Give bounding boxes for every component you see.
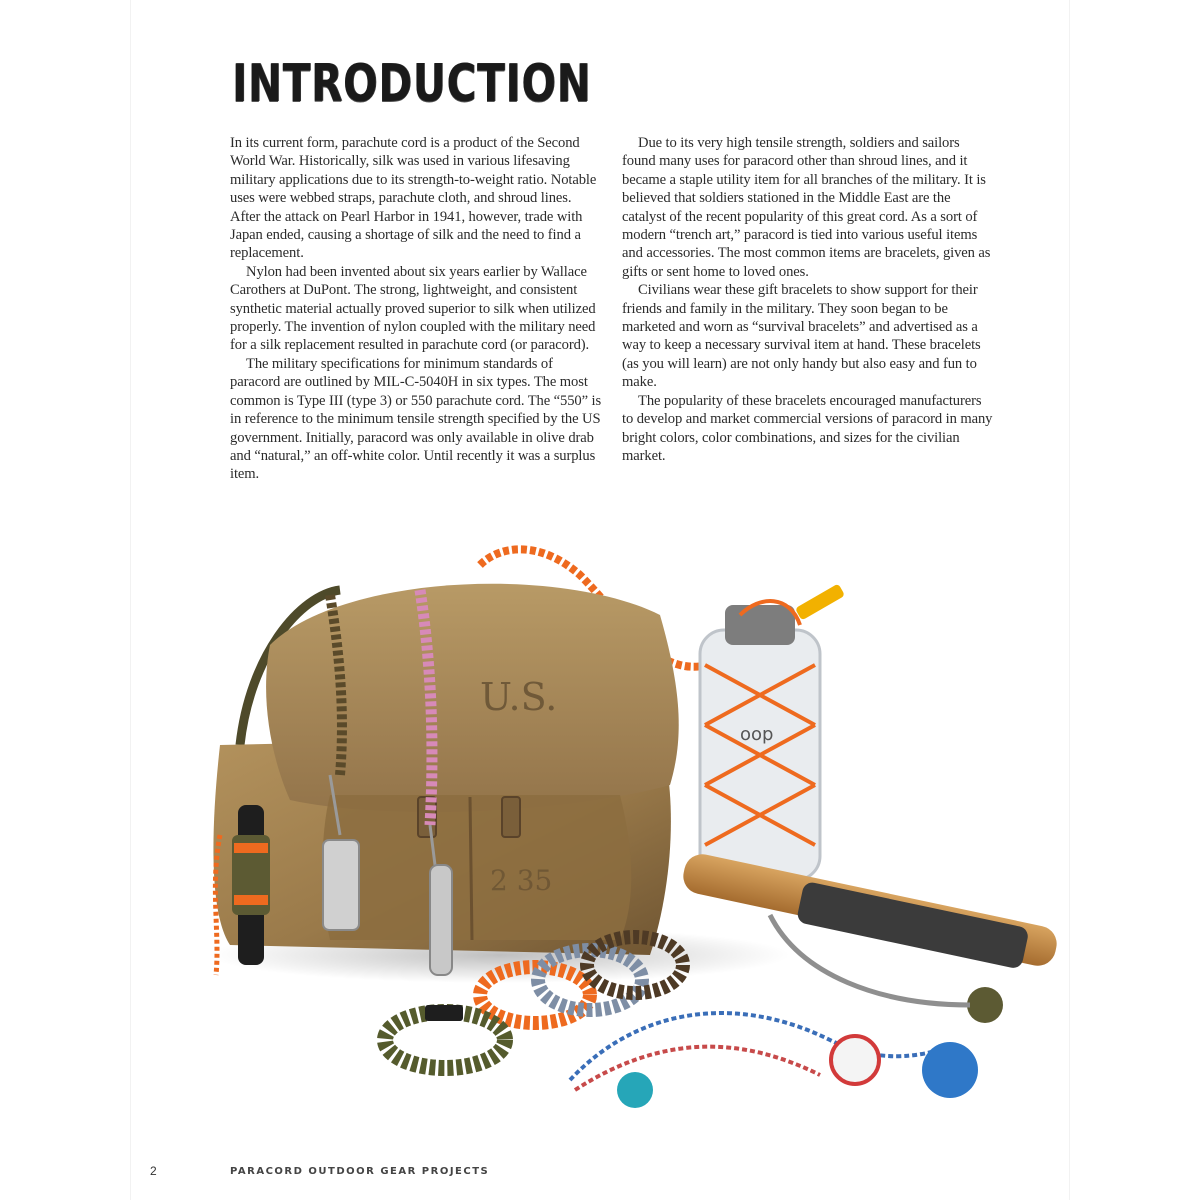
blue-lanyard bbox=[570, 1013, 940, 1080]
bracelet-buckle bbox=[425, 1005, 463, 1021]
paragraph: The popularity of these bracelets encouraged manufacturers to develop and market commercial versions of paracord in many bright colors, color combinations, and sizes for the civilian market. bbox=[622, 392, 993, 464]
monkey-fist-teal bbox=[617, 1072, 653, 1108]
paragraph: Due to its very high tensile strength, soldiers and sailors found many uses for paracord other than shroud lines, and it became a staple utility item for all branches of the military. It is believed that soldiers stationed in the Middle East are the catalyst of the recent popularity of this great cord. As a sort of modern “trench art,” paracord is tied into various useful items and accessories. The most common items are bracelets, given as gifts or sent home to loved ones. bbox=[622, 135, 991, 280]
cylinder-whistle-icon bbox=[430, 865, 452, 975]
left-text-column bbox=[230, 134, 602, 484]
bag-flap bbox=[266, 584, 679, 812]
bottle-handle bbox=[795, 583, 845, 620]
paragraph: In its current form, parachute cord is a product of the Second World War. Historically, silk was used in various lifesaving military applications due to its strength-to-weight ratio. Notable uses were webbed straps, parachute cloth, and shroud lines. After the attack on Pearl Harbor in 1941, however, trade with Japan ended, causing a shortage of silk and the need to find a replacement. bbox=[230, 135, 597, 262]
paracord-gear-photo bbox=[180, 535, 1080, 1135]
paragraph: Civilians wear these gift bracelets to show support for their friends and family in the military. They soon began to be marketed and worn as “survival bracelets” and advertised as a way to keep a necessary survival item at hand. These bracelets (as you will learn) are not only handy but also easy and fun to make. bbox=[622, 282, 981, 391]
page-number: 2 bbox=[150, 1164, 157, 1178]
bag-stamp: U.S. bbox=[480, 675, 558, 719]
bag-buckle bbox=[502, 797, 520, 837]
page-title: INTRODUCTION bbox=[232, 54, 592, 114]
bag-pocket bbox=[323, 795, 632, 940]
bag-number: 2 35 bbox=[490, 864, 553, 897]
right-text-column bbox=[622, 134, 996, 465]
pocket-seam bbox=[470, 797, 472, 940]
paragraph: The military specifications for minimum standards of paracord are outlined by MIL-C-5040H in six types. The most common is Type III (type 3) or 550 parachute cord. The “550” is in reference to the minimum tensile strength specified by the US government. Initially, paracord was only available in olive drab and “natural,” an off-white color. Until recently it was a surplus item. bbox=[230, 355, 602, 483]
bottle-cap bbox=[725, 605, 795, 645]
monkey-fist-blue bbox=[922, 1042, 978, 1098]
monkey-fist-red-white bbox=[831, 1036, 879, 1084]
flashlight-orange-band bbox=[234, 895, 268, 905]
stick-cord-wrap bbox=[796, 881, 1030, 970]
whistle-icon bbox=[323, 840, 359, 930]
monkey-fist-olive bbox=[967, 987, 1003, 1023]
running-footer: PARACORD OUTDOOR GEAR PROJECTS bbox=[230, 1166, 490, 1177]
flashlight-orange-band bbox=[234, 843, 268, 853]
bottle-mark: oop bbox=[740, 724, 774, 745]
red-lanyard bbox=[575, 1047, 820, 1090]
paragraph: Nylon had been invented about six years earlier by Wallace Carothers at DuPont. The strong, lightweight, and consistent synthetic material actually proved superior to silk when utilized properly. The invention of nylon coupled with the military need for a silk replacement resulted in parachute cord (or paracord). bbox=[230, 263, 596, 354]
